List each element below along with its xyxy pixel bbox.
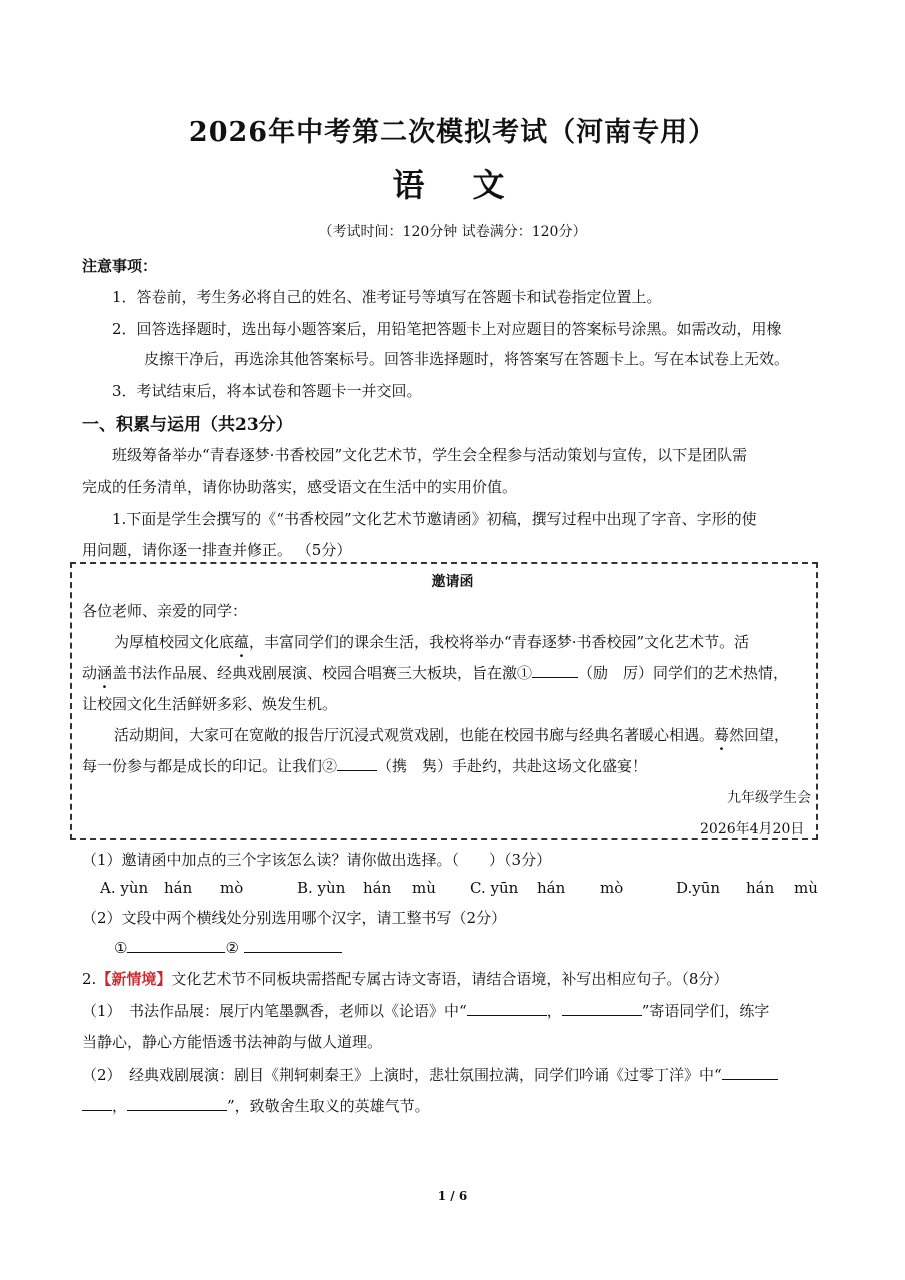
notes-heading: 注意事项：: [82, 257, 158, 275]
q2-sub1-line2: 当静心，静心方能悟透书法神韵与做人道理。: [82, 1033, 383, 1051]
letter-p2-line2: 每一份参与都是成长的印记。让我们② （携 隽）手赴约，共赴这场文化盛宴！: [82, 757, 648, 775]
note-item-2-line2: 皮擦干净后，再选涂其他答案标号。回答非选择题时，将答案写在答题卡上。写在本试卷上无效。: [144, 350, 790, 368]
exam-info: （考试时间：120分钟 试卷满分：120分）: [318, 224, 587, 240]
q2-sub1-line1: （1） 书法作品展：展厅内笔墨飘香，老师以《论语》中“ ， ”寄语同学们，练字: [82, 1002, 770, 1020]
letter-date: 2026年4月20日: [700, 821, 805, 837]
q2-sub2-line2: ， ”，致敬舍生取义的英雄气节。: [82, 1095, 430, 1116]
option-d-3: mù: [794, 879, 818, 897]
letter-title: 邀请函: [431, 574, 474, 590]
question-2-text: 2.【新情境】文化艺术节不同板块需搭配专属古诗文寄语，请结合语境，补写出相应句子。（8分）: [82, 970, 729, 988]
q1-sub1-text: （1）邀请函中加点的三个字该怎么读？请你做出选择。（ ）（3分）: [82, 851, 552, 869]
option-c-3: mò: [600, 879, 624, 897]
exam-title: 2026年中考第二次模拟考试（河南专用）: [188, 117, 717, 148]
question-1-line2: 用问题，请你逐一排查并修正。 （5分）: [82, 541, 352, 559]
letter-greeting: 各位老师、亲爱的同学：: [82, 602, 248, 620]
answer-blank-2[interactable]: [244, 938, 342, 953]
option-b-2: hán: [363, 879, 392, 897]
new-context-tag: 【新情境】: [96, 970, 172, 988]
section-heading: 一、积累与运用（共23分）: [82, 415, 293, 435]
option-b-1[interactable]: B. yùn: [297, 879, 346, 897]
section-intro-line1: 班级筹备举办“青春逐梦·书香校园”文化艺术节，学生会全程参与活动策划与宣传，以下是团队需: [112, 446, 748, 464]
letter-p1-line2: 动涵盖书法作品展、经典戏剧展演、校园合唱赛三大板块，旨在激① （励 厉）同学们的艺术热情，: [82, 664, 789, 682]
page-number: 1 / 6: [437, 1189, 468, 1203]
blank-2[interactable]: [337, 756, 377, 771]
q2-sub2-blank-1b[interactable]: [82, 1096, 112, 1111]
q1-sub2-text: （2）文段中两个横线处分别选用哪个汉字，请工整书写（2分）: [82, 909, 507, 927]
dotted-char-1: 蕴: [234, 633, 250, 651]
letter-signature: 九年级学生会: [727, 790, 811, 806]
option-a-3: mò: [220, 879, 244, 897]
letter-p1-line1: 为厚植校园文化底蕴，丰富同学们的课余生活，我校将举办“青春逐梦·书香校园”文化艺术节。活: [114, 633, 750, 651]
note-item-1: 1．答卷前，考生务必将自己的姓名、准考证号等填写在答题卡和试卷指定位置上。: [112, 288, 662, 306]
dotted-char-2: 涵: [97, 664, 113, 682]
q1-sub2-answers: ① ②: [114, 938, 342, 957]
dotted-char-3: 蓦: [714, 726, 730, 744]
q2-sub2-blank-2[interactable]: [127, 1096, 227, 1111]
note-item-3: 3．考试结束后，将本试卷和答题卡一并交回。: [112, 382, 422, 400]
q2-sub1-blank-1[interactable]: [467, 1001, 547, 1016]
q2-sub2-line1: （2） 经典戏剧展演：剧目《荆轲刺秦王》上演时，悲壮氛围拉满，同学们吟诵《过零丁洋》中“: [82, 1064, 778, 1085]
option-d-2: hán: [746, 879, 775, 897]
option-b-3: mù: [412, 879, 436, 897]
section-intro-line2: 完成的任务清单，请你协助落实，感受语文在生活中的实用价值。: [82, 478, 518, 496]
option-d-1[interactable]: D.yūn: [676, 879, 721, 897]
note-item-2-line1: 2．回答选择题时，选出每小题答案后，用铅笔把答题卡上对应题目的答案标号涂黑。如需改动，用橡: [112, 320, 782, 338]
blank-1[interactable]: [532, 663, 578, 678]
question-1-line1: 1.下面是学生会撰写的《“书香校园”文化艺术节邀请函》初稿，撰写过程中出现了字音、字形的使: [112, 510, 757, 528]
option-c-1[interactable]: C. yūn: [470, 879, 519, 897]
option-a-1[interactable]: A. yùn: [100, 879, 149, 897]
letter-p2-line1: 活动期间，大家可在宽敞的报告厅沉浸式观赏戏剧，也能在校园书廊与经典名著暖心相遇。蓦然回望，: [114, 726, 790, 744]
q2-sub1-blank-2[interactable]: [562, 1001, 642, 1016]
letter-p1-line3: 让校园文化生活鲜妍多彩、焕发生机。: [82, 695, 338, 713]
option-a-2: hán: [164, 879, 193, 897]
subject-title: 语 文: [392, 166, 513, 204]
answer-blank-1[interactable]: [127, 938, 225, 953]
q2-sub2-blank-1a[interactable]: [722, 1065, 778, 1080]
option-c-2: hán: [537, 879, 566, 897]
